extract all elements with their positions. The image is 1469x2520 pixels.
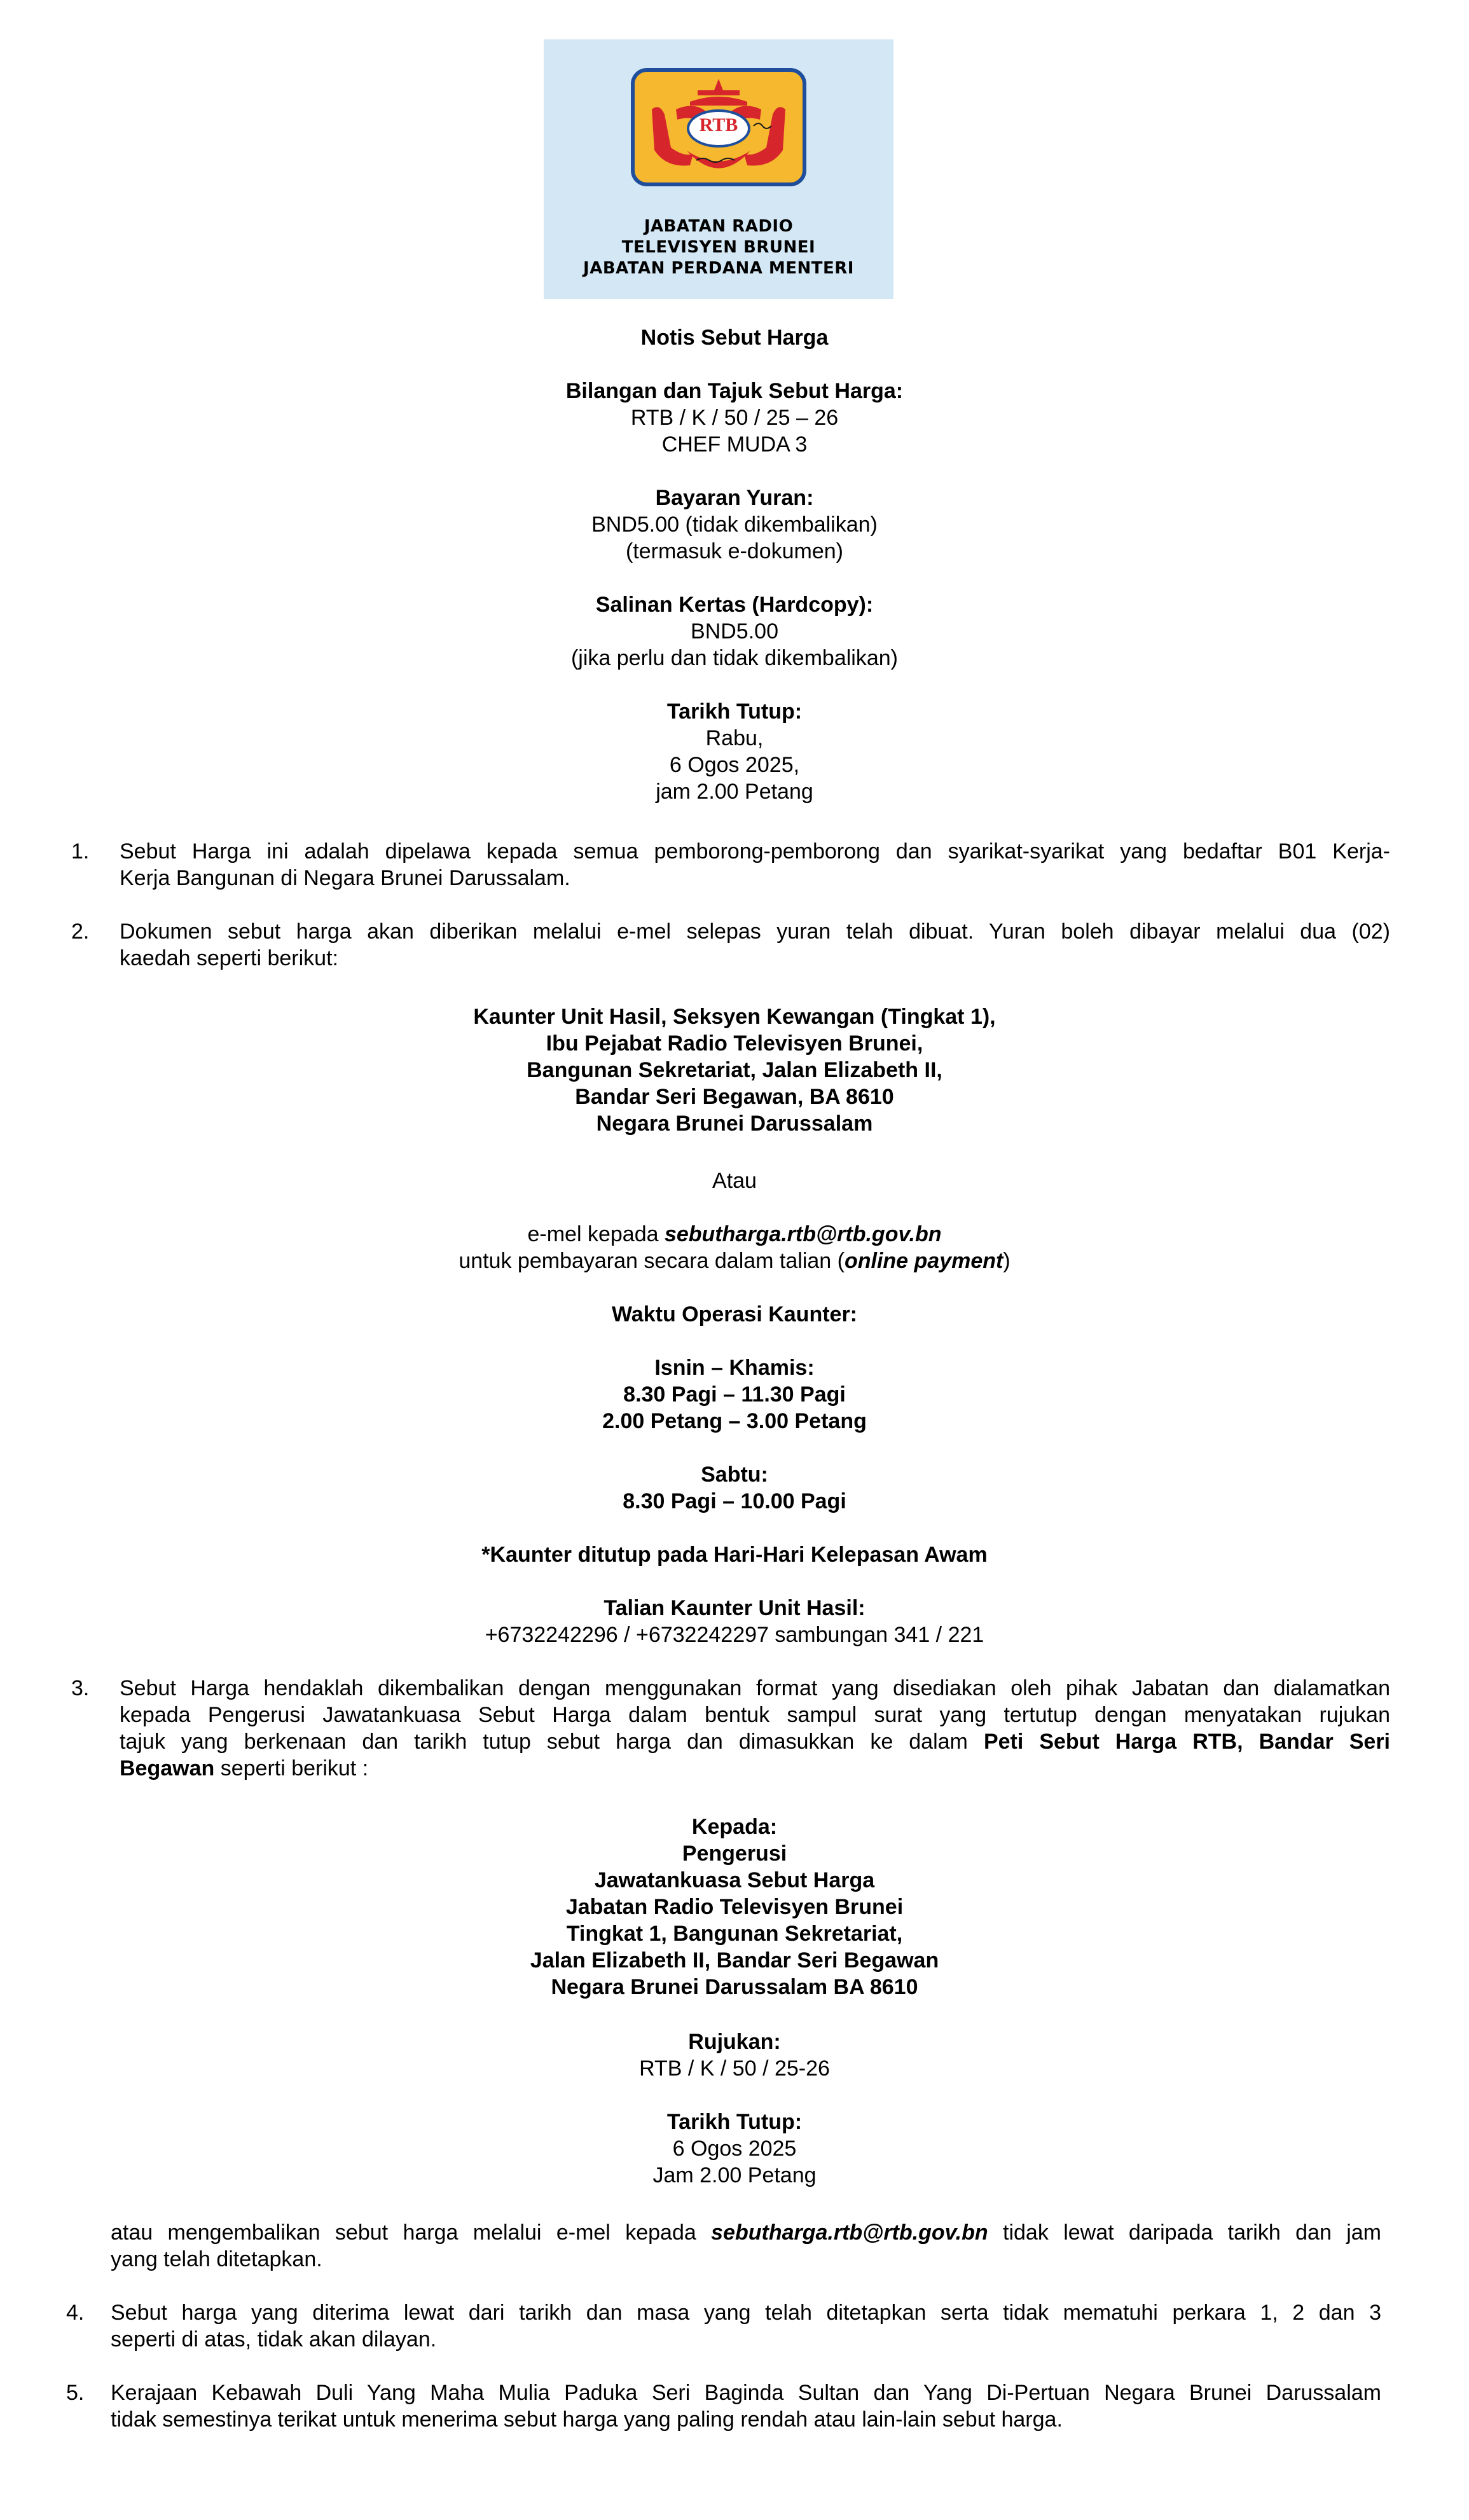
item-number: 5. xyxy=(66,2381,85,2405)
item-line-text: tajuk yang berkenaan dan tarikh tutup sebut harga dan dimasukkan ke dalam xyxy=(120,1730,968,1754)
hardcopy-heading: Salinan Kertas (Hardcopy): xyxy=(595,593,874,617)
closing-time: jam 2.00 Petang xyxy=(656,780,813,804)
closing-heading: Tarikh Tutup: xyxy=(666,699,803,724)
fee-block xyxy=(0,485,1469,565)
item-line: Kerja Bangunan di Negara Brunei Darussalam. xyxy=(120,866,570,890)
email-return-line xyxy=(111,2219,1381,2246)
item-line: tidak semestinya terikat untuk menerima sebut harga yang paling rendah atau lain-lain sebut harga. xyxy=(111,2407,1063,2432)
email-payment-line xyxy=(0,1221,1469,1248)
return-closing-time: Jam 2.00 Petang xyxy=(652,2163,817,2187)
address-line: Kaunter Unit Hasil, Seksyen Kewangan (Tingkat 1), xyxy=(473,1005,996,1029)
rtb-logo xyxy=(544,39,893,299)
item-line xyxy=(120,1755,1390,1782)
item-1-text xyxy=(120,838,1390,892)
hardcopy-note: (jika perlu dan tidak dikembalikan) xyxy=(570,646,899,670)
address-line: Negara Brunei Darussalam xyxy=(596,1112,873,1136)
return-closing-date: 6 Ogos 2025 xyxy=(672,2137,797,2161)
online-payment-text: online payment xyxy=(844,1249,1003,1273)
item-line-tail: seperti berikut : xyxy=(214,1756,369,1780)
item-5-text xyxy=(111,2379,1381,2433)
return-closing xyxy=(0,2109,1469,2189)
item-line xyxy=(120,1728,1390,1755)
weekday-morning: 8.30 Pagi – 11.30 Pagi xyxy=(623,1382,846,1407)
phone-heading: Talian Kaunter Unit Hasil: xyxy=(603,1596,866,1620)
return-reference-value: RTB / K / 50 / 25-26 xyxy=(639,2056,830,2081)
item-line: Dokumen sebut harga akan diberikan melalui e-mel selepas yuran telah dibuat. Yuran boleh dibayar melalui dua (02) xyxy=(120,919,1390,944)
address-line: Jalan Elizabeth II, Bandar Seri Begawan xyxy=(530,1948,939,1973)
email-prefix: e-mel kepada xyxy=(527,1222,665,1246)
payment-email-link[interactable]: sebutharga.rtb@rtb.gov.bn xyxy=(664,1222,942,1246)
email-return-prefix: atau mengembalikan sebut harga melalui e-mel kepada xyxy=(111,2220,712,2245)
closing-date: 6 Ogos 2025, xyxy=(669,753,800,777)
online-suffix: ) xyxy=(1003,1249,1010,1273)
holiday-note: *Kaunter ditutup pada Hari-Hari Kelepasan Awam xyxy=(481,1543,988,1567)
item-line: seperti di atas, tidak akan dilayan. xyxy=(111,2327,437,2351)
email-payment-block xyxy=(0,1221,1469,1274)
hours-heading: Waktu Operasi Kaunter: xyxy=(611,1302,858,1326)
or-text: Atau xyxy=(712,1169,757,1193)
return-closing-heading: Tarikh Tutup: xyxy=(666,2110,803,2134)
address-line: Jawatankuasa Sebut Harga xyxy=(594,1868,875,1892)
item-line: Sebut Harga hendaklah dikembalikan dengan menggunakan format yang disediakan oleh pihak Jabatan dan dialamatkan xyxy=(120,1676,1390,1700)
closing-block xyxy=(0,698,1469,805)
email-return-suffix: tidak lewat daripada tarikh dan jam xyxy=(988,2220,1381,2245)
address-line: Ibu Pejabat Radio Televisyen Brunei, xyxy=(546,1031,923,1056)
logo-caption xyxy=(544,216,893,279)
item-line: kaedah seperti berikut: xyxy=(120,946,338,970)
bold-location-end: Begawan xyxy=(120,1756,215,1780)
item-line: Sebut Harga ini adalah dipelawa kepada semua pemborong-pemborong dan syarikat-syarikat yang bedaftar B01 Kerja- xyxy=(120,839,1390,864)
weekday-label: Isnin – Khamis: xyxy=(654,1356,815,1380)
fee-heading: Bayaran Yuran: xyxy=(655,486,814,510)
fee-amount: BND5.00 (tidak dikembalikan) xyxy=(591,513,878,537)
saturday-time: 8.30 Pagi – 10.00 Pagi xyxy=(623,1489,846,1513)
hardcopy-block xyxy=(0,591,1469,671)
phone-block xyxy=(0,1595,1469,1648)
logo-line: JABATAN RADIO xyxy=(644,217,794,236)
saturday-hours xyxy=(0,1461,1469,1515)
address-line: Pengerusi xyxy=(682,1842,787,1866)
item-line: Kerajaan Kebawah Duli Yang Maha Mulia Paduka Seri Baginda Sultan dan Yang Di-Pertuan Negara Brunei Darussalam xyxy=(111,2381,1381,2405)
weekday-afternoon: 2.00 Petang – 3.00 Petang xyxy=(602,1409,867,1433)
reference-number: RTB / K / 50 / 25 – 26 xyxy=(630,406,839,430)
phone-numbers: +6732242296 / +6732242297 sambungan 341 / 221 xyxy=(485,1623,984,1647)
fee-note: (termasuk e-dokumen) xyxy=(625,539,843,563)
saturday-label: Sabtu: xyxy=(701,1463,768,1487)
bold-location: Peti Sebut Harga RTB, Bandar Seri xyxy=(983,1730,1391,1754)
item-line: Sebut harga yang diterima lewat dari tarikh dan masa yang telah ditetapkan serta tidak mematuhi perkara 1, 2 dan 3 xyxy=(111,2301,1381,2325)
address-line: Jabatan Radio Televisyen Brunei xyxy=(565,1895,904,1919)
return-address xyxy=(0,1814,1469,2000)
logo-line: TELEVISYEN BRUNEI xyxy=(621,238,816,257)
counter-address xyxy=(0,1003,1469,1137)
item-2-text xyxy=(120,918,1390,972)
return-reference xyxy=(0,2028,1469,2082)
emblem-letters: RTB xyxy=(699,114,738,135)
item-3-text xyxy=(120,1675,1390,1782)
notice-title: Notis Sebut Harga xyxy=(640,326,829,350)
reference-heading: Bilangan dan Tajuk Sebut Harga: xyxy=(565,379,904,403)
online-prefix: untuk pembayaran secara dalam talian ( xyxy=(459,1249,845,1273)
address-line: Negara Brunei Darussalam BA 8610 xyxy=(551,1975,918,1999)
email-return-text xyxy=(111,2219,1381,2273)
online-payment-line xyxy=(0,1248,1469,1274)
hardcopy-amount: BND5.00 xyxy=(691,619,778,644)
logo-line: JABATAN PERDANA MENTERI xyxy=(583,259,854,278)
closing-day: Rabu, xyxy=(705,726,764,750)
email-return-line-2: yang telah ditetapkan. xyxy=(111,2247,322,2271)
address-line: Bandar Seri Begawan, BA 8610 xyxy=(575,1085,894,1109)
item-line: kepada Pengerusi Jawatankuasa Sebut Harga dalam bentuk sampul surat yang tertutup dengan menyatakan rujukan xyxy=(120,1703,1390,1727)
item-number: 2. xyxy=(71,919,90,944)
address-line: Tingkat 1, Bangunan Sekretariat, xyxy=(566,1922,903,1946)
return-reference-heading: Rujukan: xyxy=(688,2030,781,2054)
address-line: Bangunan Sekretariat, Jalan Elizabeth II, xyxy=(527,1058,942,1082)
reference-block xyxy=(0,378,1469,458)
return-heading: Kepada: xyxy=(691,1815,778,1839)
item-number: 4. xyxy=(66,2301,85,2325)
item-number: 1. xyxy=(71,839,90,864)
reference-name: CHEF MUDA 3 xyxy=(661,432,808,457)
return-email-link[interactable]: sebutharga.rtb@rtb.gov.bn xyxy=(711,2220,988,2245)
weekday-hours xyxy=(0,1354,1469,1435)
item-4-text xyxy=(111,2299,1381,2353)
item-number: 3. xyxy=(71,1676,90,1700)
